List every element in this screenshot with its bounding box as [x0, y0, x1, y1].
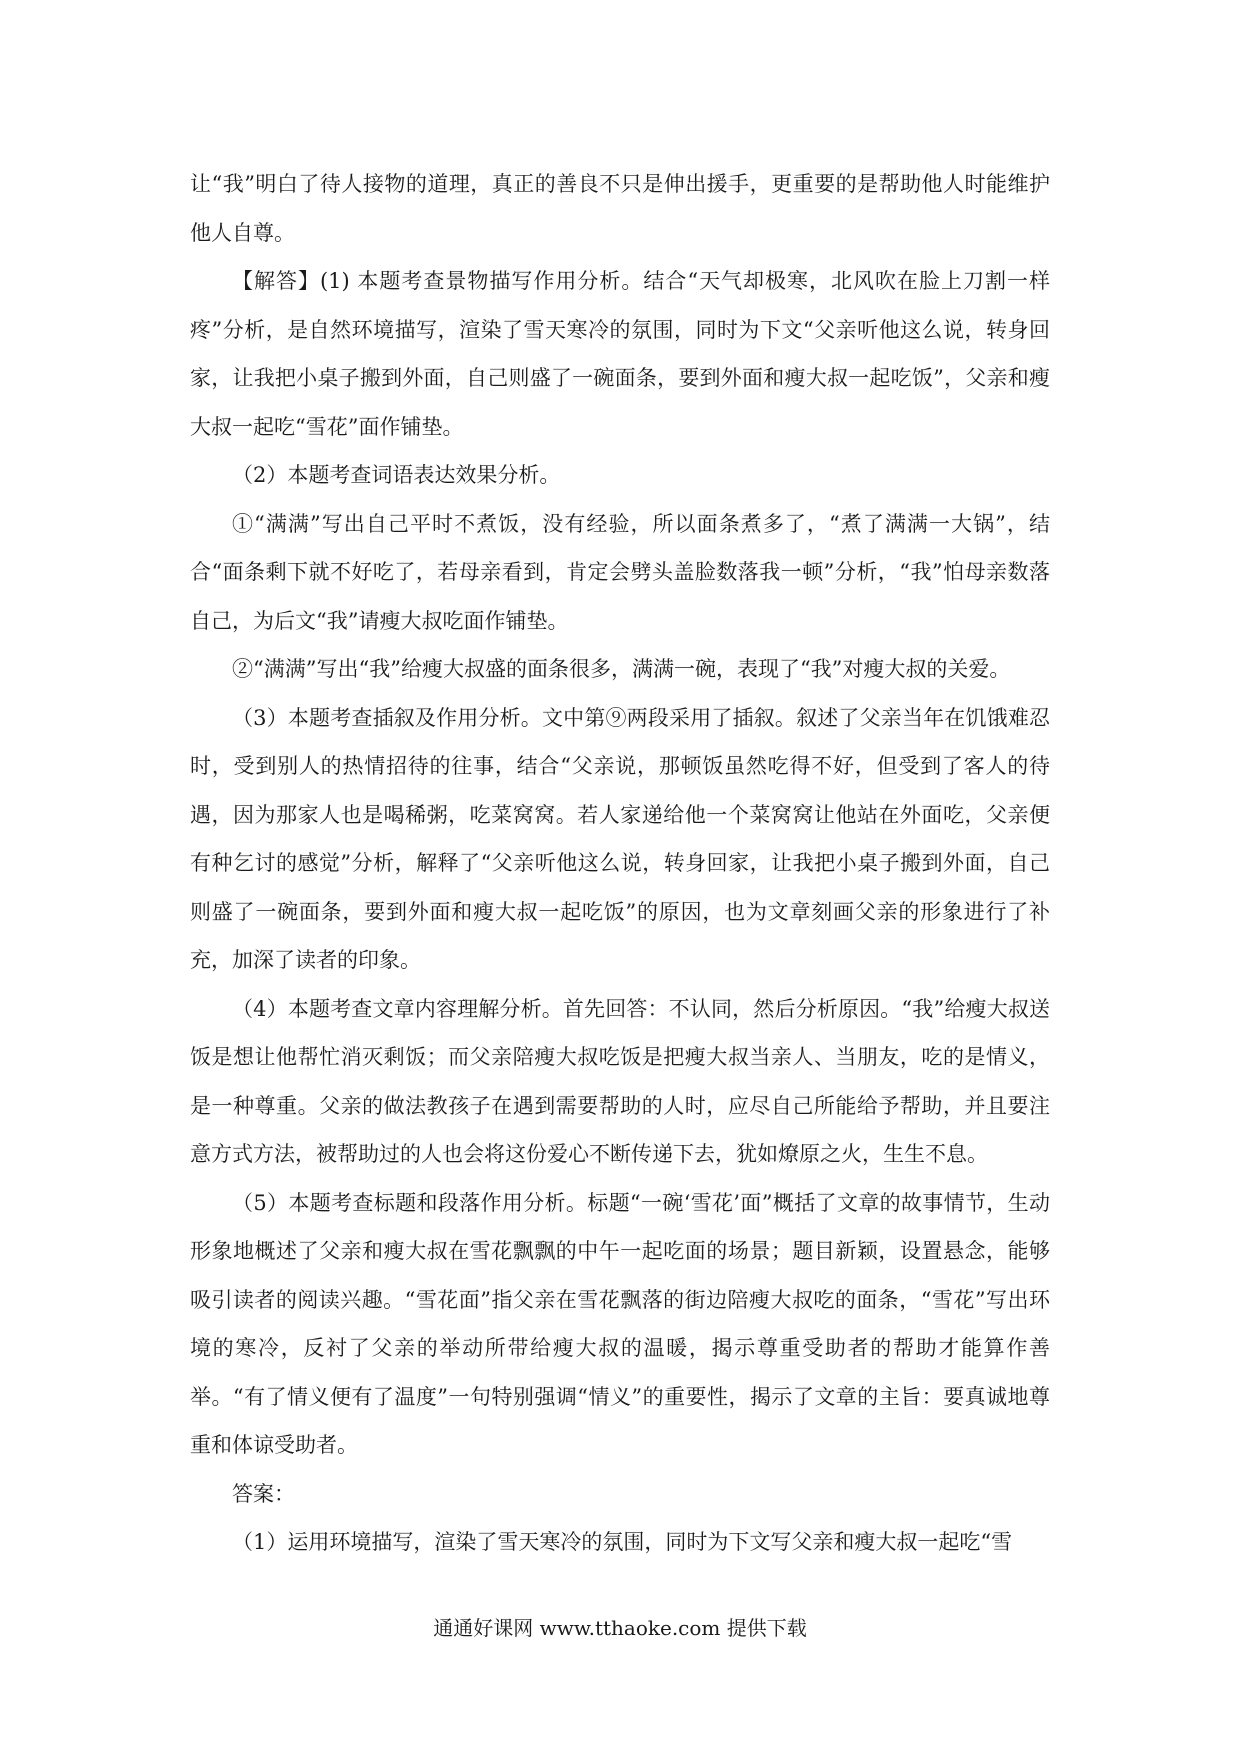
paragraph-answer-5: （5）本题考查标题和段落作用分析。标题“一碗‘雪花’面”概括了文章的故事情节，生动形象地概述了父亲和瘦大叔在雪花飘飘的中午一起吃面的场景；题目新颖，设置悬念，能够吸引读者的阅读兴趣。“雪花面”指父亲在雪花飘落的街边陪瘦大叔吃的面条，“雪花”写出环境的寒冷，反衬了父亲的举动所带给瘦大叔的温暖，揭示尊重受助者的帮助才能算作善举。“有了情义便有了温度”一句特别强调“情义”的重要性，揭示了文章的主旨：要真诚地尊重和体谅受助者。 [190, 1190, 1050, 1457]
paragraph-answer-label: 答案： [232, 1481, 295, 1506]
paragraph-answer-1: 【解答】(1) 本题考查景物描写作用分析。结合“天气却极寒，北风吹在脸上刀割一样疼”分析，是自然环境描写，渲染了雪天寒冷的氛围，同时为下文“父亲听他这么说，转身回家，让我把小桌子搬到外面，自己则盛了一碗面条，要到外面和瘦大叔一起吃饭”，父亲和瘦大叔一起吃“雪花”面作铺垫。 [190, 269, 1050, 439]
page-footer: 通通好课网 www.tthaoke.com 提供下载 [433, 1616, 807, 1640]
paragraph-answer-2: （2）本题考查词语表达效果分析。 [232, 463, 561, 487]
paragraph-answer-3: （3）本题考查插叙及作用分析。文中第⑨两段采用了插叙。叙述了父亲当年在饥饿难忍时，受到别人的热情招待的往事，结合“父亲说，那顿饭虽然吃得不好，但受到了客人的待遇，因为那家人也是喝稀粥，吃菜窝窝。若人家递给他一个菜窝窝让他站在外面吃，父亲便有种乞讨的感觉”分析，解释了“父亲听他这么说，转身回家，让我把小桌子搬到外面，自己则盛了一碗面条，要到外面和瘦大叔一起吃饭”的原因，也为文章刻画父亲的形象进行了补充，加深了读者的印象。 [190, 705, 1050, 972]
answer-text-body [190, 160, 1050, 1567]
paragraph-answer-4: （4）本题考查文章内容理解分析。首先回答：不认同，然后分析原因。“我”给瘦大叔送饭是想让他帮忙消灭剩饭；而父亲陪瘦大叔吃饭是把瘦大叔当亲人、当朋友，吃的是情义，是一种尊重。父亲的做法教孩子在遇到需要帮助的人时，应尽自己所能给予帮助，并且要注意方式方法，被帮助过的人也会将这份爱心不断传递下去，犹如燎原之火，生生不息。 [190, 996, 1050, 1166]
paragraph-answer-2-point-2: ②“满满”写出“我”给瘦大叔盛的面条很多，满满一碗，表现了“我”对瘦大叔的关爱。 [232, 657, 1011, 681]
paragraph-intro-continuation: 让“我”明白了待人接物的道理，真正的善良不只是伸出援手，更重要的是帮助他人时能维护他人自尊。 [190, 172, 1050, 245]
paragraph-answer-2-point-1: ①“满满”写出自己平时不煮饭，没有经验，所以面条煮多了，“煮了满满一大锅”，结合“面条剩下就不好吃了，若母亲看到，肯定会劈头盖脸数落我一顿”分析，“我”怕母亲数落自己，为后文“我”请瘦大叔吃面作铺垫。 [190, 511, 1050, 633]
paragraph-final-answer-1: （1）运用环境描写，渲染了雪天寒冷的氛围，同时为下文写父亲和瘦大叔一起吃“雪 [232, 1530, 1013, 1554]
